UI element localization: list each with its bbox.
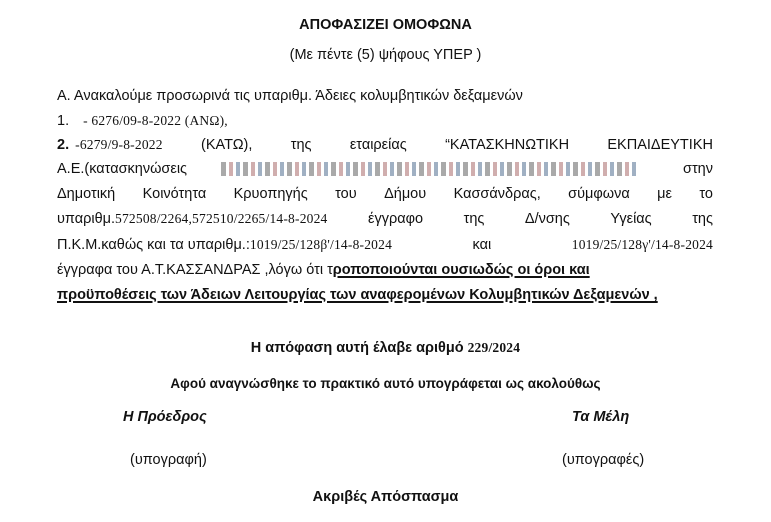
text-word: και (472, 237, 492, 253)
text-word: Υγείας (610, 211, 652, 227)
text-word: έγγραφο (368, 211, 424, 227)
vote-count: (Με πέντε (5) ψήφους ΥΠΕΡ ) (289, 47, 482, 63)
text-word: Κοινότητα (142, 186, 207, 202)
text-word: Κασσάνδρας, (453, 186, 541, 202)
document-ref: 1019/25/128γ'/14-8-2024 (571, 237, 713, 252)
text-word: (ΚΑΤΩ), (201, 137, 253, 153)
members-signature: (υπογραφές) (562, 452, 645, 468)
text-segment: έγγραφα του Α.Τ.ΚΑΣΣΑΝΔΡΑΣ ,λόγω ότι τ (57, 262, 333, 278)
list-item-1 (57, 112, 228, 130)
president-signature: (υπογραφή) (130, 452, 207, 468)
camp-line (57, 160, 713, 178)
decision-label: Η απόφαση αυτή έλαβε αριθμό (250, 340, 464, 356)
decision-number: 229/2024 (467, 340, 521, 355)
text-line-4 (57, 185, 713, 203)
text-word: σύμφωνα (568, 186, 630, 202)
text-word: Δημοτική (57, 186, 116, 202)
text-word: του (335, 186, 357, 202)
emphasized-text: ροποποιούνται ουσιωδώς οι όροι και (332, 262, 590, 278)
decision-number-line (0, 339, 771, 357)
text-word: Δήμου (384, 186, 427, 202)
document-heading: ΑΠΟΦΑΣΙΖΕΙ ΟΜΟΦΩΝΑ (299, 17, 472, 33)
text-word: “ΚΑΤΑΣΚΗΝΩΤΙΚΗ (445, 137, 570, 153)
camp-label: Α.Ε.(κατασκηνώσεις (57, 161, 188, 177)
text-word: εταιρείας (349, 137, 407, 153)
text-word: στην (683, 161, 713, 177)
text-word: ΕΚΠΑΙΔΕΥΤΙΚΗ (607, 137, 713, 153)
text-line-7 (57, 261, 590, 279)
certified-extract: Ακριβές Απόσπασμα (312, 489, 459, 505)
text-word: Δ/νσης (524, 211, 570, 227)
text-word: το (699, 186, 713, 202)
text-word: της (692, 211, 713, 227)
item-number: 1. (57, 113, 70, 129)
emphasized-text-line: προϋποθέσεις των Άδειων Λειτουργίας των αναφερομένων Κολυμβητικών Δεξαμενών , (57, 287, 658, 303)
president-label: Η Πρόεδρος (123, 409, 207, 425)
members-label: Τα Μέλη (572, 409, 630, 425)
text-word: υπαριθμ. (57, 211, 116, 227)
document-ref: 572508/2264,572510/2265/14-8-2024 (115, 211, 328, 226)
document-ref: 1019/25/128β'/14-8-2024 (249, 237, 393, 252)
signing-note: Αφού αναγνώσθηκε το πρακτικό αυτό υπογράφεται ως ακολούθως (170, 376, 601, 391)
text-word: Π.Κ.Μ.καθώς και τα υπαριθμ.: (57, 237, 250, 253)
item-number: 2. (57, 137, 70, 153)
list-item-2-line (57, 136, 713, 154)
section-a-intro: Α. Ανακαλούμε προσωρινά τις υπαριθμ. Άδειες κολυμβητικών δεξαμενών (57, 88, 523, 104)
text-line-6 (57, 236, 713, 254)
permit-ref: -6279/9-8-2022 (75, 137, 163, 152)
text-word: Κρυοπηγής (233, 186, 308, 202)
permit-ref: - 6276/09-8-2022 (ΑΝΩ), (83, 113, 228, 128)
text-word: της (290, 137, 312, 153)
redacted-name (221, 162, 639, 176)
text-line-5 (57, 210, 713, 228)
text-word: της (463, 211, 485, 227)
text-word: με (657, 186, 672, 202)
